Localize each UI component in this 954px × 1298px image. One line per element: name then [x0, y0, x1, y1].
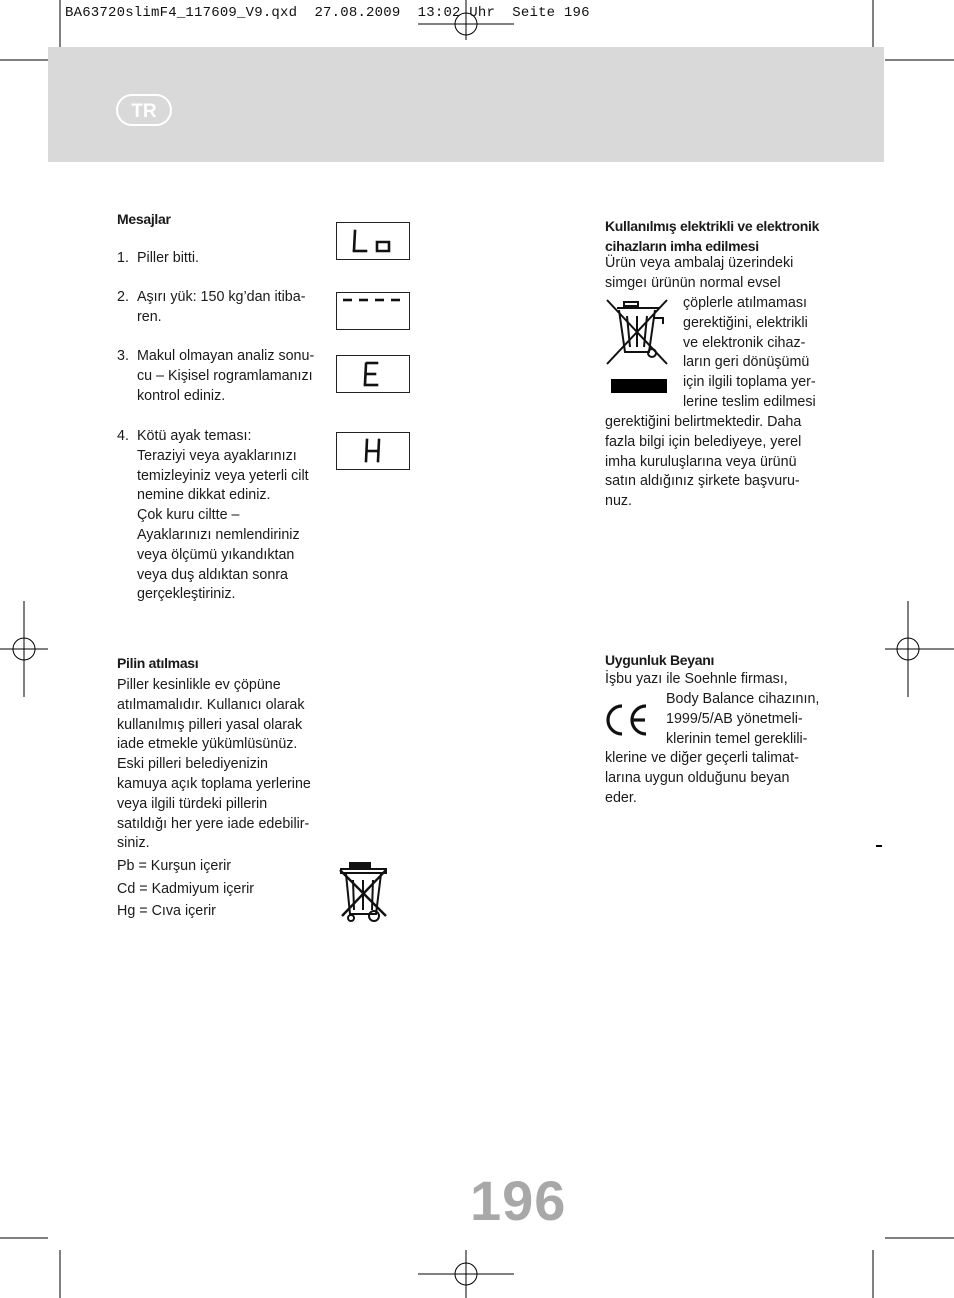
battery-disposal-text: Piller kesinlikle ev çöpüne atılmamalıdır. Kullanıcı olarak kullanılmış pilleri yasal olarak iade etmekle yükümlüsünüz. Eski pilleri belediyenizin kamuya açık toplama yerlerine veya ilgili türdeki pillerin satıldığı her yere iade edebilir- siniz.	[117, 677, 311, 852]
weee-text-side: çöplerle atılmaması gerektiğini, elektrikli ve elektronik cihaz- ların geri dönüşümü için ilgili toplama yer- lerine teslim edilmesi	[683, 295, 816, 410]
list-item: 3. Makul olmayan analiz sonu- cu – Kişisel rogramlamanızı kontrol ediniz.	[117, 348, 315, 404]
weee-text-top: Ürün veya ambalaj üzerindeki simgeı ürünün normal evsel	[605, 255, 794, 291]
battery-disposal-title: Pilin atılması	[117, 655, 199, 671]
conformity-text-top: İşbu yazı ile Soehnle firması,	[605, 671, 788, 687]
page-number: 196	[470, 1169, 567, 1232]
conformity-text-bottom: klerine ve diğer geçerli talimat- larına uygun olduğunu beyan eder.	[605, 750, 799, 806]
print-slug: BA63720slimF4_117609_V9.qxd 27.08.2009 13:02 Uhr Seite 196	[65, 5, 590, 21]
crossed-bin-icon	[605, 296, 673, 396]
messages-title: Mesajlar	[117, 211, 171, 227]
conformity-title: Uygunluk Beyanı	[605, 652, 715, 668]
lcd-h-icon	[336, 432, 410, 470]
list-item: 2. Aşırı yük: 150 kg’dan itiba- ren.	[117, 289, 306, 325]
list-item: 1. Piller bitti.	[117, 250, 199, 266]
messages-list	[117, 249, 332, 619]
chemical-symbols: Pb = Kurşun içerir Cd = Kadmiyum içerir Hg = Cıva içerir	[117, 858, 255, 919]
conformity-text-side: Body Balance cihazının, 1999/5/AB yönetmeli- klerinin temel gereklili-	[666, 691, 820, 747]
lcd-dashes-icon	[336, 292, 410, 330]
lcd-e-icon	[336, 355, 410, 393]
language-badge: TR	[116, 94, 172, 126]
header-band	[48, 47, 884, 162]
list-item: 4. Kötü ayak teması: Teraziyi veya ayaklarınızı temizleyiniz veya yeterli cilt nemine dikkat ediniz. Çok kuru ciltte – Ayaklarınızı nemlendiriniz veya ölçümü yıkandıktan veya duş aldıktan sonra gerçekleştiriniz.	[117, 428, 309, 603]
battery-bin-icon	[336, 858, 392, 924]
ce-mark-icon	[603, 703, 649, 737]
lcd-lo-icon	[336, 222, 410, 260]
margin-tick	[876, 845, 882, 847]
weee-title: Kullanılmış elektrikli ve elektronik cihazların imha edilmesi	[605, 218, 820, 254]
weee-text-bottom: gerektiğini belirtmektedir. Daha fazla bilgi için belediyeye, yerel imha kuruluşlarına veya ürünü satın aldığınız şirkete başvuru- nuz.	[605, 414, 802, 510]
